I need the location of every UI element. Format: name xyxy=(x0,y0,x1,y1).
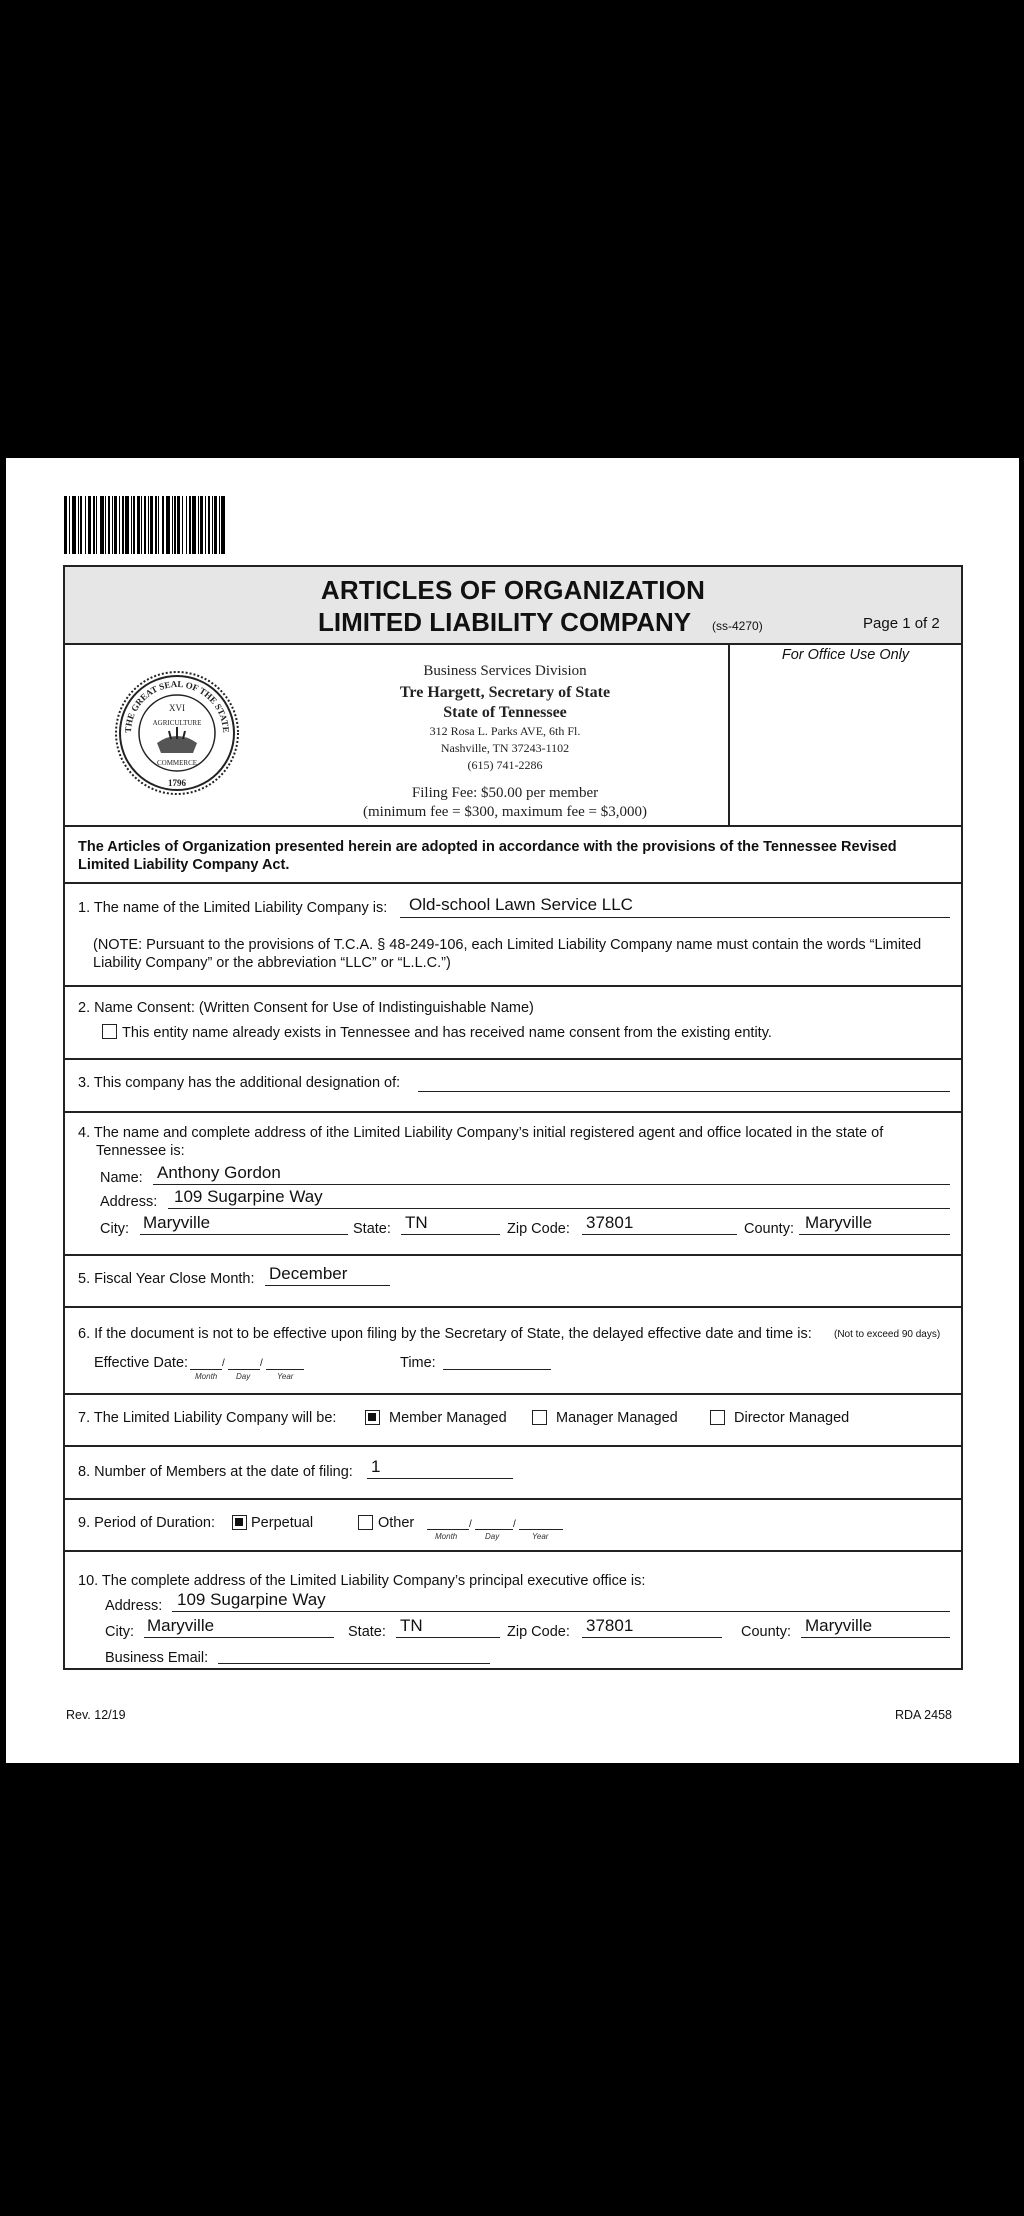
agent-county-label: County: xyxy=(744,1221,794,1237)
section-3 xyxy=(65,1058,961,1113)
members-count-field[interactable]: 1 xyxy=(371,1457,381,1476)
seal-commerce: COMMERCE xyxy=(156,759,198,767)
effective-day-field[interactable] xyxy=(228,1369,260,1370)
perpetual-checkbox[interactable] xyxy=(232,1515,247,1530)
intro-text: The Articles of Organization presented herein are adopted in accordance with the provisions of the Tennessee Revised Limited Liability Company Act. xyxy=(78,839,897,873)
agent-name-line xyxy=(153,1184,950,1185)
office-info xyxy=(295,663,715,821)
year-caption: Year xyxy=(277,1372,294,1381)
section-1 xyxy=(65,882,961,987)
s6-label: 6. If the document is not to be effective upon filing by the Secretary of State, the delayed effective date and time is: xyxy=(78,1326,812,1342)
document-page xyxy=(6,458,1019,1763)
agent-name-label: Name: xyxy=(100,1170,143,1186)
office-zip-field[interactable]: 37801 xyxy=(586,1616,634,1635)
s5-label: 5. Fiscal Year Close Month: xyxy=(78,1271,255,1287)
other-checkbox[interactable] xyxy=(358,1515,373,1530)
s1-label: 1. The name of the Limited Liability Company is: xyxy=(78,900,388,916)
agent-zip-line xyxy=(582,1234,737,1235)
agent-city-field[interactable]: Maryville xyxy=(143,1213,211,1232)
office-zip-line xyxy=(582,1637,722,1638)
office-county-line xyxy=(801,1637,950,1638)
page-number: Page 1 of 2 xyxy=(863,615,940,632)
office-address1: 312 Rosa L. Parks AVE, 6th Fl. xyxy=(429,724,581,738)
section-9: 9. Period of Duration: Perpetual Other / / Month Day Year xyxy=(65,1498,961,1552)
member-managed-checkbox[interactable] xyxy=(365,1410,380,1425)
state-name: State of Tennessee xyxy=(443,704,567,721)
office-divider xyxy=(728,643,730,825)
fee-range: (minimum fee = $300, maximum fee = $3,000) xyxy=(363,804,647,820)
agent-county-line xyxy=(799,1234,950,1235)
office-use-label: For Office Use Only xyxy=(781,647,910,663)
division: Business Services Division xyxy=(423,663,587,679)
s9-day-caption: Day xyxy=(485,1532,500,1541)
office-city-label: City: xyxy=(105,1624,134,1640)
office-zip-label: Zip Code: xyxy=(507,1624,570,1640)
rda-number: RDA 2458 xyxy=(895,1708,952,1722)
agent-address-line xyxy=(168,1208,950,1209)
manager-managed-checkbox[interactable] xyxy=(532,1410,547,1425)
state-seal xyxy=(113,669,241,797)
time-label: Time: xyxy=(400,1355,436,1371)
office-address-field[interactable]: 109 Sugarpine Way xyxy=(177,1590,326,1609)
s1-note-line1: (NOTE: Pursuant to the provisions of T.C.A. § 48-249-106, each Limited Liability Company name must contain the words “Limited xyxy=(93,937,922,953)
agent-city-label: City: xyxy=(100,1221,129,1237)
director-managed-checkbox[interactable] xyxy=(710,1410,725,1425)
agent-county-field[interactable]: Maryville xyxy=(805,1213,873,1232)
office-state-line xyxy=(396,1637,500,1638)
form-title-line1: ARTICLES OF ORGANIZATION xyxy=(320,575,706,605)
intro-section xyxy=(65,825,961,884)
s9-month-caption: Month xyxy=(435,1532,458,1541)
fiscal-month-field[interactable]: December xyxy=(269,1264,348,1283)
agent-state-line xyxy=(401,1234,500,1235)
other-label: Other xyxy=(378,1515,415,1531)
office-address-label: Address: xyxy=(105,1598,163,1614)
agent-address-label: Address: xyxy=(100,1194,158,1210)
form-title-line2: LIMITED LIABILITY COMPANY xyxy=(318,607,692,637)
office-phone: (615) 741-2286 xyxy=(467,758,543,772)
office-city-field[interactable]: Maryville xyxy=(147,1616,215,1635)
seal-year: 1796 xyxy=(168,778,186,788)
s4-label-line2: Tennessee is: xyxy=(96,1143,185,1159)
office-county-field[interactable]: Maryville xyxy=(805,1616,873,1635)
revision: Rev. 12/19 xyxy=(66,1708,126,1722)
s9-label: 9. Period of Duration: xyxy=(78,1515,216,1531)
s10-label: 10. The complete address of the Limited Liability Company’s principal executive office is: xyxy=(78,1573,646,1589)
section-5 xyxy=(65,1254,961,1308)
section-6: 6. If the document is not to be effective upon filing by the Secretary of State, the delayed effective date and time is: (Not to exceed 90 days) Effective Date: / / Month Day Year Time: xyxy=(65,1306,961,1395)
articles-form xyxy=(63,565,963,1670)
s1-line xyxy=(400,917,950,918)
s3-label: 3. This company has the additional designation of: xyxy=(78,1075,401,1091)
s8-line xyxy=(367,1478,513,1479)
duration-year-field[interactable] xyxy=(519,1529,563,1530)
day-caption: Day xyxy=(236,1372,251,1381)
designation-field[interactable] xyxy=(418,1091,950,1092)
s6-note: (Not to exceed 90 days) xyxy=(834,1329,941,1340)
office-state-label: State: xyxy=(348,1624,386,1640)
agent-address-field[interactable]: 109 Sugarpine Way xyxy=(174,1187,323,1206)
manager-managed-label: Manager Managed xyxy=(556,1410,678,1426)
secretary: Tre Hargett, Secretary of State xyxy=(399,684,611,701)
seal-roman: XVI xyxy=(169,703,185,713)
office-section xyxy=(65,643,961,827)
s2-label: 2. Name Consent: (Written Consent for Use of Indistinguishable Name) xyxy=(78,1000,534,1016)
office-state-field[interactable]: TN xyxy=(400,1616,423,1635)
agent-city-line xyxy=(140,1234,348,1235)
filing-fee: Filing Fee: $50.00 per member xyxy=(411,785,599,801)
section-10 xyxy=(65,1550,961,1668)
agent-name-field[interactable]: Anthony Gordon xyxy=(157,1163,281,1182)
s9-year-caption: Year xyxy=(532,1532,549,1541)
effective-month-field[interactable] xyxy=(190,1369,222,1370)
section-2 xyxy=(65,985,961,1060)
s1-note-line2: Liability Company” or the abbreviation “LLC” or “L.L.C.”) xyxy=(93,955,451,971)
month-caption: Month xyxy=(195,1372,218,1381)
s7-label: 7. The Limited Liability Company will be: xyxy=(78,1410,337,1426)
member-managed-label: Member Managed xyxy=(389,1410,507,1426)
duration-month-field[interactable] xyxy=(427,1529,469,1530)
perpetual-label: Perpetual xyxy=(251,1515,314,1531)
agent-zip-field[interactable]: 37801 xyxy=(586,1213,634,1232)
agent-zip-label: Zip Code: xyxy=(507,1221,570,1237)
form-header xyxy=(65,567,961,645)
agent-state-field[interactable]: TN xyxy=(405,1213,428,1232)
s2-option: This entity name already exists in Tennessee and has received name consent from the existing entity. xyxy=(122,1025,772,1041)
agent-state-label: State: xyxy=(353,1221,391,1237)
office-address2: Nashville, TN 37243-1102 xyxy=(440,741,570,755)
section-8 xyxy=(65,1445,961,1500)
office-county-label: County: xyxy=(741,1624,791,1640)
office-address-line xyxy=(172,1611,950,1612)
s4-label-line1: 4. The name and complete address of ithe Limited Liability Company’s initial registered agent and office located in the state of xyxy=(78,1125,884,1141)
effective-time-field[interactable] xyxy=(443,1369,551,1370)
seal-agriculture: AGRICULTURE xyxy=(152,719,202,727)
llc-name-field[interactable]: Old-school Lawn Service LLC xyxy=(409,895,633,914)
business-email-label: Business Email: xyxy=(105,1650,209,1666)
effective-year-field[interactable] xyxy=(266,1369,304,1370)
form-code: (ss-4270) xyxy=(712,619,763,633)
section-7 xyxy=(65,1393,961,1447)
section-4 xyxy=(65,1111,961,1256)
office-city-line xyxy=(144,1637,334,1638)
barcode xyxy=(64,496,225,554)
seal-text: THE GREAT SEAL OF THE STATE xyxy=(122,678,232,733)
duration-day-field[interactable] xyxy=(475,1529,513,1530)
effective-date-label: Effective Date: xyxy=(94,1355,189,1371)
name-consent-checkbox[interactable] xyxy=(102,1024,117,1039)
director-managed-label: Director Managed xyxy=(734,1410,850,1426)
business-email-field[interactable] xyxy=(218,1663,490,1664)
s8-label: 8. Number of Members at the date of filing: xyxy=(78,1464,353,1480)
s5-line xyxy=(265,1285,390,1286)
